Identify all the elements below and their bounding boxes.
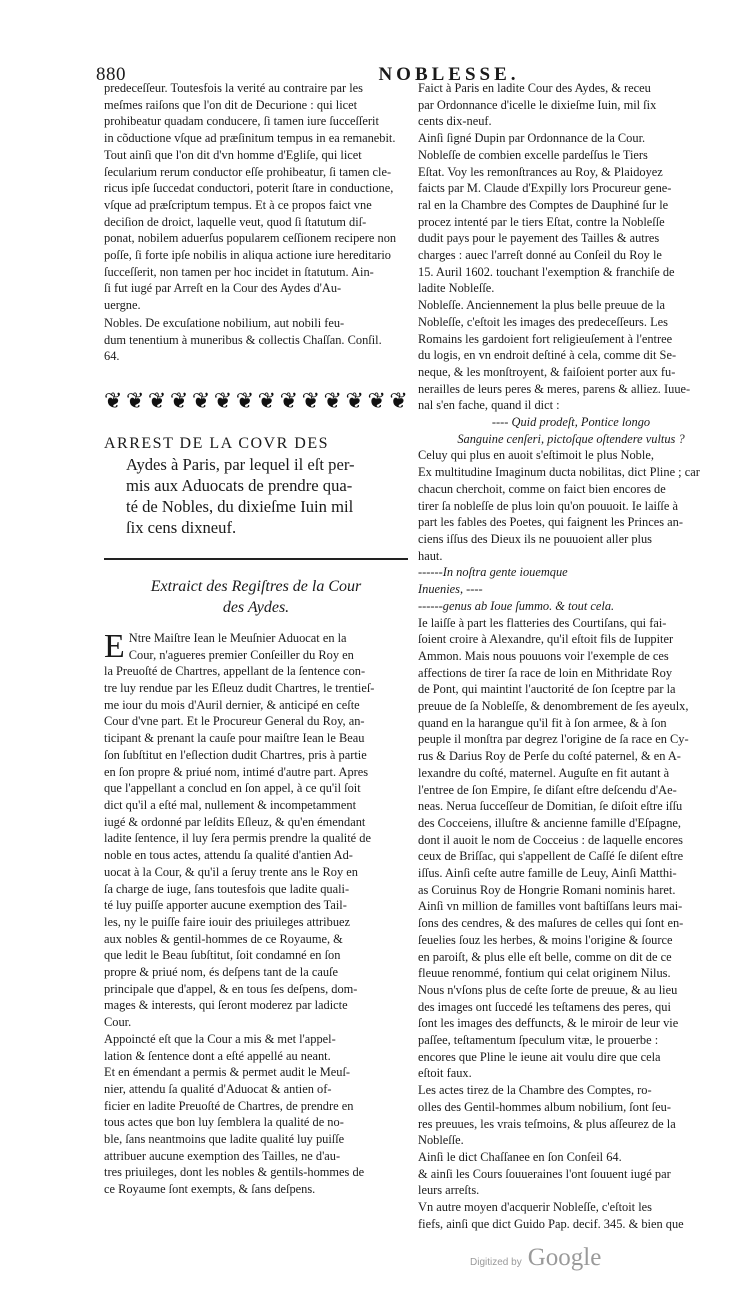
arrest-title-line: mis aux Aduocats de prendre qua-	[126, 475, 353, 495]
digitized-by-label: Digitized by	[470, 1257, 522, 1268]
text-line: Nobles. De excuſatione nobilium, aut nobili feu-	[104, 315, 345, 330]
text-line: nerailles de leurs peres & meres, parens & alliez. Iuue-	[418, 381, 691, 396]
left-para-2	[104, 315, 408, 365]
text-line: cents dix-neuf.	[418, 114, 492, 129]
extract-heading-line: Extraict des Regiſtres de la Cour	[150, 577, 362, 595]
text-line: ſons des cendres, & des maſures de celles qui ſont en-	[418, 916, 684, 931]
right-para-2	[418, 130, 724, 147]
extract-heading	[104, 576, 408, 618]
text-line: en ſon propre & priué nom, intimé d'autre part. Apres	[104, 764, 369, 779]
text-line: res preuues, les vrais teſmoins, & plus aſſeurez de la	[418, 1116, 676, 1131]
fleuron-icon: ❦	[125, 387, 145, 413]
text-line: attribuer aucune exemption des Tailles, ne d'au-	[104, 1148, 341, 1163]
arrest-title	[104, 433, 408, 538]
text-line: fiefs, ainſi que dict Guido Pap. decif. 345. & bien que	[418, 1216, 684, 1231]
text-line: procez intenté par le tiers Eſtat, contre la Nobleſſe	[418, 214, 665, 229]
running-head: NOBLESSE.	[378, 64, 520, 85]
text-line: part les fables des Poetes, qui faignent les Princes an-	[418, 515, 683, 530]
text-line: du logis, en vn endroit deſtiné à cela, comme dit Se-	[418, 348, 677, 363]
text-line: ponat, nobilem aduerſus popularem ceſſionem recipere non	[104, 231, 397, 246]
left-para-1	[104, 80, 408, 314]
text-line: Inuenies, ----	[418, 582, 483, 597]
fleuron-icon: ❦	[147, 387, 167, 413]
text-line: Ainſi le dict Chaſſanee en ſon Conſeil 64.	[418, 1150, 622, 1164]
text-line: que ledit le Beau ſubſtitut, ſoit condamné en ſon	[104, 948, 341, 963]
fleuron-icon: ❦	[323, 387, 342, 413]
fleuron-icon: ❦	[169, 387, 189, 413]
text-line: tirer ſa nobleſſe de plus loin qu'on pouuoit. Ie laiſſe à	[418, 498, 678, 513]
text-line: ſecularium rerum conductor eſſe prohibeatur, ſi tamen cle-	[104, 164, 392, 179]
text-line: té luy puiſſe apporter aucune exemption des Tail-	[104, 898, 347, 913]
text-line: Ainſi vn million de familles vont baſtiſſans leurs mai-	[418, 899, 683, 914]
text-line: & ainſi les Cours ſouueraines l'ont ſouuent iugé par	[418, 1166, 671, 1181]
right-para-8	[418, 1149, 724, 1199]
text-line: Nobleſſe.	[418, 1133, 464, 1148]
text-line: Et en émendant a permis & permet audit le Meuſ-	[104, 1065, 351, 1080]
verse-quotation-1	[418, 414, 724, 447]
text-line: lation & ſentence dont a eſté appellé au neant.	[104, 1048, 331, 1063]
fleuron-icon: ❦	[367, 387, 386, 413]
text-line: chacun cherchoit, comme on faict bien encores de	[418, 481, 666, 496]
arrest-title-line: ſix cens dixneuf.	[126, 517, 237, 537]
text-line: Romains les gardoient fort religieuſement à l'entree	[418, 331, 673, 346]
text-line: Ex multitudine Imaginum ducta nobilitas, dict Pline ; car	[418, 465, 700, 480]
arrest-title-line: Aydes à Paris, par lequel il eſt per-	[126, 454, 355, 474]
left-para-3-body	[104, 627, 408, 1031]
text-line: haut.	[418, 548, 443, 563]
text-line: meſmes raiſons que l'on dit de Decurione : qui licet	[104, 97, 358, 112]
text-line: ceux de Briſſac, qui s'appellent de Caſſé ſe diſent eſtre	[418, 849, 684, 864]
text-line: ſont les images des deffuncts, & le miroir de leur vie	[418, 1016, 679, 1031]
right-para-3	[418, 147, 724, 297]
text-line: ricus ipſe ſuccedat conductori, poterit ſtare in conductione,	[104, 181, 394, 196]
text-line: preuue de ſa Nobleſſe, & denombrement de ſes ayeulx,	[418, 699, 689, 714]
text-line: propre & priué nom, és deſpens tant de la cauſe	[104, 965, 338, 980]
text-line: ticipant & prenant la cauſe pour maiſtre Iean le Beau	[104, 731, 365, 746]
text-line: Tout ainſi que l'on dit d'vn homme d'Egliſe, qui licet	[104, 147, 362, 162]
right-para-4	[418, 297, 724, 414]
text-line: prohibeatur quadam conducere, ſi tamen iure ſucceſſerit	[104, 114, 379, 129]
text-line: nal s'en fache, quand il dict :	[418, 398, 560, 413]
google-logo: Google	[527, 1244, 602, 1271]
text-line: in cõductione vſque ad præſinitum tempus in ea remanebit.	[104, 131, 396, 146]
text-line: ſon ſubſtitut en l'eſlection dudit Chartres, pris à partie	[104, 747, 367, 762]
arrest-title-line: té de Nobles, du dixieſme Iuin mil	[126, 496, 354, 516]
text-line: Nobleſſe. Anciennement la plus belle preuue de la	[418, 298, 666, 313]
text-line: eſtoit faux.	[418, 1066, 472, 1081]
text-line: as Coruinus Roy de Hongrie Romani nominis haret.	[418, 882, 676, 897]
text-line: uocat à la Cour, & qu'il a ſeruy trente ans le Roy en	[104, 864, 358, 879]
text-line: lexandre du coſté, maternel. Auguſte en fit autant à	[418, 765, 670, 780]
text-line: quand en la harangue qu'il fit à ſon armee, & à ſon	[418, 715, 667, 730]
text-line: ſi fut iugé par Arreſt en la Cour des Aydes d'Au-	[104, 281, 342, 296]
right-para-6	[418, 615, 724, 1083]
digitization-watermark	[470, 1244, 601, 1274]
text-line: 15. Auril 1602. touchant l'exemption & franchiſe de	[418, 264, 675, 279]
text-line: charges : auec l'arreſt donné au Conſeil du Roy le	[418, 248, 662, 263]
text-line: ſucceſſerit, non tamen per hoc incidet in ſtatutum. Ain-	[104, 264, 374, 279]
text-line: Ntre Maiſtre Iean le Meuſnier Aduocat en la	[128, 630, 347, 645]
text-line: vſque ad præſcriptum tempus. Et à ce propos faict vne	[104, 197, 372, 212]
text-line: ciens iſſus des Dieux ils ne pouuoient aller plus	[418, 531, 653, 546]
text-line: Nobleſſe de combien excelle pardeſſus le Tiers	[418, 147, 648, 162]
text-line: la Preuoſté de Chartres, appellant de la ſentence con-	[104, 664, 366, 679]
text-line: encores que Pline le ieune ait voulu dire que cela	[418, 1049, 661, 1064]
text-line: ral en la Chambre des Comptes de Dauphiné ſur le	[418, 197, 669, 212]
text-line: Celuy qui plus en auoit s'eſtimoit le plus Noble,	[418, 448, 654, 463]
text-line: dict qu'il a eſté mal, nullement & incompetamment	[104, 797, 357, 812]
text-line: ladite ſentence, il luy ſera permis prendre la qualité de	[104, 831, 371, 846]
text-line: dont il auoit le nom de Cocceius : de laquelle encores	[418, 832, 683, 847]
right-para-7	[418, 1082, 724, 1149]
text-line: principale que d'appel, & en tous ſes deſpens, dom-	[104, 981, 358, 996]
text-line: l'entree de ſon Empire, ſe diſant eſtre deſcendu d'Ae-	[418, 782, 677, 797]
text-line: nier, attendu ſa qualité d'Aduocat & antien of-	[104, 1081, 332, 1096]
text-line: Ainſi ſigné Dupin par Ordonnance de la Cour.	[418, 131, 646, 146]
right-para-1	[418, 80, 724, 130]
text-line: 64.	[104, 349, 120, 364]
text-line: fleuue renommé, fontium qui celat originem Nilus.	[418, 966, 671, 981]
text-line: dum tenentium à muneribus & collectis Chaſſan. Conſil.	[104, 332, 382, 347]
text-line: iugé & ordonné par leſdits Eſleuz, & qu'en émendant	[104, 814, 366, 829]
left-column	[104, 80, 408, 1198]
verse-quotation-2	[418, 564, 724, 614]
text-line: Vn autre moyen d'acquerir Nobleſſe, c'eſtoit les	[418, 1200, 652, 1215]
text-line: mages & interests, qui ſeront moderez par ladicte	[104, 998, 348, 1013]
drop-cap-letter: E	[104, 627, 125, 665]
text-line: iſſus. Ainſi ceſte autre famille de Leuy, Ainſi Matthi-	[418, 866, 677, 881]
fleuron-icon: ❦	[213, 387, 233, 413]
text-line: tre luy rendue par les Eſleuz dudit Chartres, le trentieſ-	[104, 681, 375, 696]
text-line: par Ordonnance d'icelle le dixieſme Iuin, mil ſix	[418, 97, 657, 112]
text-line: Eſtat. Voy les remonſtrances au Roy, & Plaidoyez	[418, 164, 663, 179]
fleuron-icon: ❦	[279, 387, 299, 413]
text-line: ladite Nobleſſe.	[418, 281, 495, 296]
text-line: predeceſſeur. Toutesfois la verité au contraire par les	[104, 81, 363, 95]
right-para-5	[418, 447, 724, 564]
decorative-ornament-band	[104, 379, 408, 423]
fleuron-icon: ❦	[191, 387, 211, 413]
text-line: Sanguine cenſeri, pictoſque oſtendere vultus ?	[457, 431, 685, 446]
section-divider	[104, 558, 408, 560]
text-line: des Cocceiens, illuſtre & ancienne famille d'Eſpagne,	[418, 815, 682, 830]
fleuron-icon: ❦	[104, 387, 123, 413]
fleuron-icon: ❦	[301, 387, 321, 413]
fleuron-icon: ❦	[235, 387, 255, 413]
text-line: dudit pays pour le payement des Tailles & autres	[418, 231, 660, 246]
left-para-3	[104, 627, 408, 1031]
extract-heading-line: des Aydes.	[222, 598, 290, 616]
text-line: aux nobles & gentil-hommes de ce Royaume, &	[104, 931, 343, 946]
text-line: uergne.	[104, 298, 141, 313]
text-line: Nobleſſe, c'eſtoit les images des predeceſſeurs. Les	[418, 314, 668, 329]
text-line: tous actes que bon luy ſemblera la qualité de no-	[104, 1115, 344, 1130]
text-line: les, ny le puiſſe faire iouir des priuileges attribuez	[104, 914, 351, 929]
text-line: des images ont ſuccedé les teſtamens des peres, qui	[418, 999, 671, 1014]
text-line: Nous n'vſons plus de ceſte ſorte de preuue, & au lieu	[418, 982, 678, 997]
text-line: tres priuileges, dont les nobles & gentils-hommes de	[104, 1165, 365, 1180]
text-line: en paroiſt, & plus elle eſt belle, comme on dit de ce	[418, 949, 672, 964]
text-line: me iour du mois d'Auril dernier, & anticipé en ceſte	[104, 697, 360, 712]
text-line: leurs arreſts.	[418, 1183, 480, 1198]
text-line: Les actes tirez de la Chambre des Comptes, ro-	[418, 1083, 652, 1098]
right-column	[418, 80, 724, 1233]
text-line: Ammon. Mais nous pouuons voir l'exemple de ces	[418, 648, 669, 663]
text-line: poſſe, ſi forte ipſe nobilis in aliqua actione iure hereditario	[104, 248, 391, 263]
text-line: noble en tous actes, attendu ſa qualité d'antien Ad-	[104, 848, 353, 863]
text-line: ------In noſtra gente iouemque	[418, 565, 568, 580]
text-line: rus & Darius Roy de Perſe du coſté paternel, & en A-	[418, 749, 681, 764]
right-para-9	[418, 1199, 724, 1232]
text-line: ſeuelies ſouz les herbes, & moins l'origine & ſource	[418, 932, 673, 947]
text-line: ſoient croire à Alexandre, qu'il eſtoit fils de Iuppiter	[418, 632, 674, 647]
text-line: Faict à Paris en ladite Cour des Aydes, & receu	[418, 81, 651, 95]
text-line: faicts par M. Claude d'Expilly lors Procureur gene-	[418, 181, 672, 196]
fleuron-icon: ❦	[257, 387, 277, 413]
text-line: ſa charge de iuge, ſans toutesfois que ladite quali-	[104, 881, 350, 896]
text-line: Cour d'vne part. Et le Procureur General du Roy, an-	[104, 714, 365, 729]
text-line: Cour.	[104, 1015, 132, 1030]
text-line: deciſion de droict, laquelle veut, quod ſi ſtatutum diſ-	[104, 214, 367, 229]
page-number: 880	[96, 64, 126, 85]
text-line: que l'appellant a conclud en ſon appel, à ce qu'il ſoit	[104, 781, 361, 796]
text-line: Appoincté eſt que la Cour a mis & met l'appel-	[104, 1031, 336, 1046]
text-line: neas. Nerua ſucceſſeur de Domitian, ſe diſoit eſtre iſſu	[418, 799, 683, 814]
text-line: ce Royaume ſont exempts, & ſans deſpens.	[104, 1182, 316, 1197]
fleuron-icon: ❦	[389, 387, 408, 413]
text-line: de Pont, qui maintint l'auctorité de ſon ſceptre par la	[418, 682, 676, 697]
text-line: affections de tirer ſa race de loin en Mithridate Roy	[418, 665, 673, 680]
text-line: ficier en ladite Preuoſté de Chartres, de prendre en	[104, 1098, 354, 1113]
text-line: peuple il monſtra par degrez l'origine de ſa race en Cy-	[418, 732, 689, 747]
text-line: Cour, n'agueres premier Conſeiller du Roy en	[128, 647, 354, 662]
text-line: olles des Gentil-hommes album nobilium, ſont ſeu-	[418, 1099, 671, 1114]
text-line: Ie laiſſe à part les flatteries des Courtiſans, qui fai-	[418, 615, 667, 630]
arrest-title-line: ARREST DE LA COVR DES	[104, 434, 330, 452]
left-para-4	[104, 1031, 408, 1198]
text-line: paſſee, teſtamentum ſpeculum vitæ, le prouerbe :	[418, 1033, 659, 1048]
fleuron-icon: ❦	[345, 387, 364, 413]
text-line: ---- Quid prodeſt, Pontice longo	[491, 415, 651, 430]
text-line: ble, ſans neantmoins que ladite qualité luy puiſſe	[104, 1132, 345, 1147]
text-line: neque, & les monſtroyent, & faiſoient porter aux fu-	[418, 364, 676, 379]
text-line: ------genus ab Ioue ſummo. & tout cela.	[418, 598, 615, 613]
